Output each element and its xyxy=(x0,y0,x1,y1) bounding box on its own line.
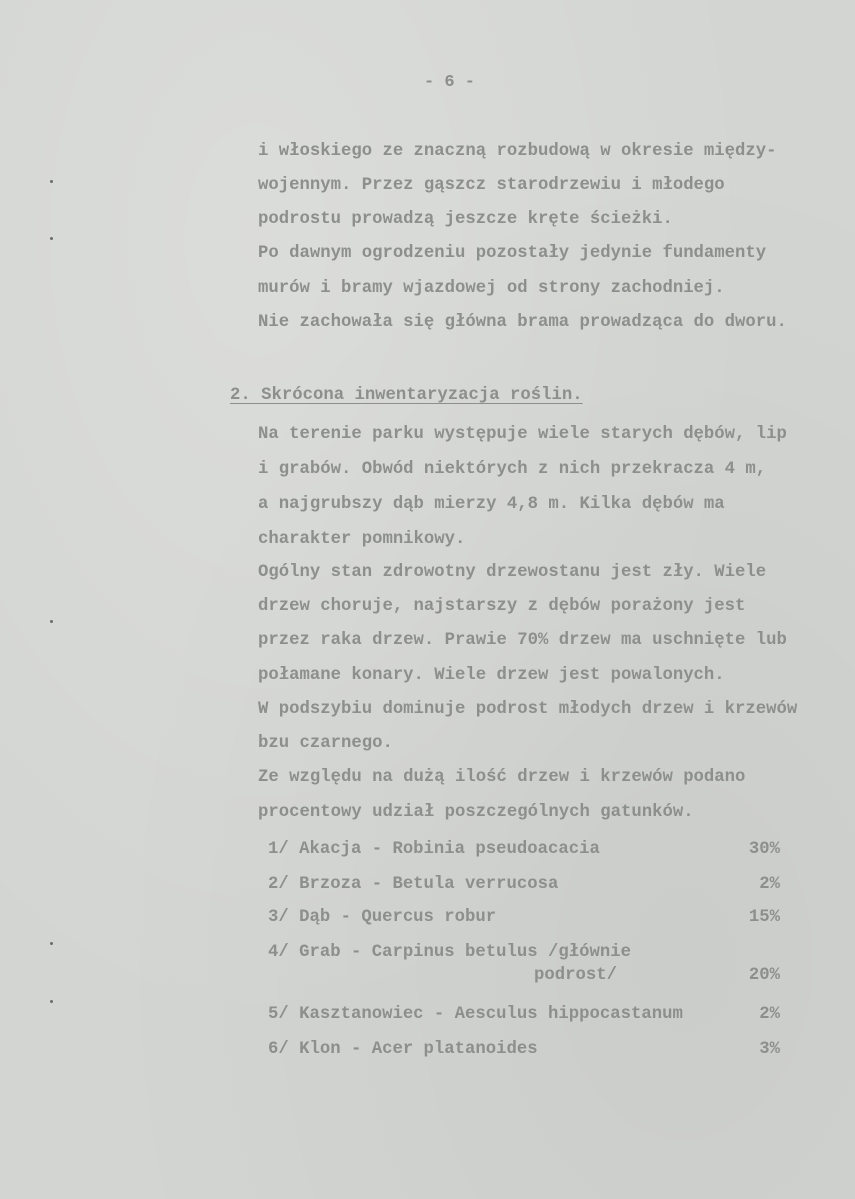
species-percent: 20% xyxy=(748,966,780,985)
text-line: W podszybiu dominuje podrost młodych drzew i krzewów xyxy=(258,700,798,719)
text-line: drzew choruje, najstarszy z dębów porażony jest xyxy=(258,597,746,616)
species-percent: 2% xyxy=(759,1005,780,1024)
text-line: Nie zachowała się główna brama prowadząca do dworu. xyxy=(258,313,787,332)
section-heading: 2. Skrócona inwentaryzacja roślin. xyxy=(230,386,583,405)
text-line: przez raka drzew. Prawie 70% drzew ma uschnięte lub xyxy=(258,631,787,650)
punch-mark xyxy=(50,237,53,240)
species-item: 2/ Brzoza - Betula verrucosa xyxy=(268,875,559,894)
text-line: i grabów. Obwód niektórych z nich przekracza 4 m, xyxy=(258,460,767,479)
punch-mark xyxy=(50,1000,53,1003)
page-number: - 6 - xyxy=(424,73,476,92)
species-percent: 2% xyxy=(759,875,780,894)
text-line: Ze względu na dużą ilość drzew i krzewów podano xyxy=(258,768,746,787)
species-item: 3/ Dąb - Quercus robur xyxy=(268,908,497,927)
text-line: połamane konary. Wiele drzew jest powalonych. xyxy=(258,666,725,685)
text-line: Po dawnym ogrodzeniu pozostały jedynie fundamenty xyxy=(258,244,767,263)
species-percent: 30% xyxy=(748,840,780,859)
species-percent: 15% xyxy=(748,908,780,927)
text-line: bzu czarnego. xyxy=(258,734,393,753)
species-item: 6/ Klon - Acer platanoides xyxy=(268,1040,538,1059)
punch-mark xyxy=(50,942,53,945)
text-line: charakter pomnikowy. xyxy=(258,530,466,549)
species-item: 4/ Grab - Carpinus betulus /głównie xyxy=(268,943,631,962)
species-percent: 3% xyxy=(759,1040,780,1059)
text-line: podrostu prowadzą jeszcze kręte ścieżki. xyxy=(258,210,673,229)
text-line: Ogólny stan zdrowotny drzewostanu jest zły. Wiele xyxy=(258,563,767,582)
text-line: Na terenie parku występuje wiele starych dębów, lip xyxy=(258,425,787,444)
text-line: wojennym. Przez gąszcz starodrzewiu i młodego xyxy=(258,176,725,195)
text-line: murów i bramy wjazdowej od strony zachodniej. xyxy=(258,279,725,298)
punch-mark xyxy=(50,620,53,623)
text-line: a najgrubszy dąb mierzy 4,8 m. Kilka dębów ma xyxy=(258,495,725,514)
species-item: 1/ Akacja - Robinia pseudoacacia xyxy=(268,840,600,859)
text-line: procentowy udział poszczególnych gatunków. xyxy=(258,803,694,822)
text-line: i włoskiego ze znaczną rozbudową w okresie między- xyxy=(258,142,777,161)
species-item-continued: podrost/ xyxy=(534,966,617,985)
punch-mark xyxy=(50,180,53,183)
species-item: 5/ Kasztanowiec - Aesculus hippocastanum xyxy=(268,1005,683,1024)
